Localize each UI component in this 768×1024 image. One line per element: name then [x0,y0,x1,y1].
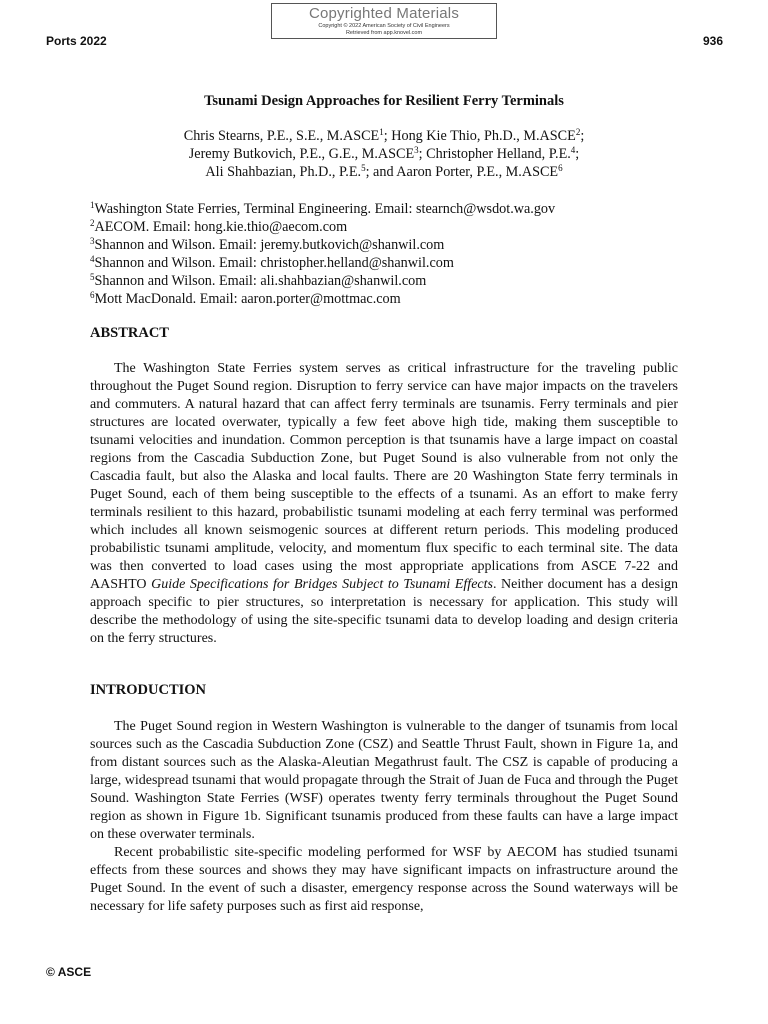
affiliation-mark: 5 [90,272,95,282]
introduction-body [90,718,678,916]
author-line-3 [0,163,768,181]
affiliation-item [90,254,555,272]
author-affil-mark: 4 [570,145,576,155]
affiliation-item [90,218,555,236]
author-affil-mark: 1 [379,127,384,137]
affiliation-item [90,290,555,308]
introduction-paragraph-1: The Puget Sound region in Western Washington is vulnerable to the danger of tsunamis from local sources such as the Cascadia Subduction Zone (CSZ) and Seattle Thrust Fault, shown in Figure 1a, and from distant sources such as the Alaska-Aleutian Megathrust fault. The CSZ is capable of producing a large, widespread tsunami that would propagate through the Strait of Juan de Fuca and through the Puget Sound. Washington State Ferries (WSF) operates twenty ferry terminals throughout the Puget Sound region as shown in Figure 1b. Significant tsunamis produced from these faults can have a large impact on these overwater terminals. [90,719,678,842]
author-separator: ; [575,146,580,162]
affiliation-mark: 6 [90,290,95,300]
page-number: 936 [702,34,723,48]
author-name: ; Hong Kie Thio, Ph.D., M.ASCE [383,128,576,144]
author-name: Jeremy Butkovich, P.E., G.E., M.ASCE [188,146,415,162]
copyright-stamp [271,3,497,39]
affiliation-text: Washington State Ferries, Terminal Engineering. Email: stearnch@wsdot.wa.gov [94,201,556,217]
affiliation-text: Shannon and Wilson. Email: christopher.helland@shanwil.com [94,255,454,271]
affiliation-list [90,200,555,308]
author-separator: ; [580,128,585,144]
affiliation-item [90,272,555,290]
author-list [0,127,768,181]
author-name: ; and Aaron Porter, P.E., M.ASCE [365,164,559,180]
affiliation-item [90,236,555,254]
abstract-text-part2: . Neither document has a design approach specific to pier structures, so interpretation is necessary for application. This study will describe the methodology of using the site-specific tsunami data to develop loading and design criteria on the ferry structures. [90,577,678,646]
running-head-conference: Ports 2022 [46,34,107,48]
abstract-body [90,360,678,648]
abstract-italic-title: Guide Specifications for Bridges Subject to Tsunami Effects [151,577,493,592]
stamp-title: Copyrighted Materials [308,5,460,22]
affiliation-mark: 2 [90,218,95,228]
stamp-copyright-line: Copyright © 2022 American Society of Civil Engineers [318,23,450,29]
affiliation-text: Shannon and Wilson. Email: ali.shahbazian@shanwil.com [94,273,427,289]
abstract-paragraph [90,360,678,648]
affiliation-mark: 4 [90,254,95,264]
affiliation-mark: 1 [90,200,95,210]
stamp-source-line: Retrieved from app.knovel.com [345,30,423,36]
affiliation-text: Mott MacDonald. Email: aaron.porter@mottmac.com [94,291,401,307]
affiliation-text: AECOM. Email: hong.kie.thio@aecom.com [94,219,348,235]
author-affil-mark: 3 [414,145,419,155]
affiliation-mark: 3 [90,236,95,246]
author-name: ; Christopher Helland, P.E. [418,146,571,162]
author-affil-mark: 6 [558,163,563,173]
author-affil-mark: 5 [361,163,366,173]
abstract-heading: ABSTRACT [90,325,169,341]
affiliation-text: Shannon and Wilson. Email: jeremy.butkovich@shanwil.com [94,237,445,253]
author-name: Chris Stearns, P.E., S.E., M.ASCE [183,128,380,144]
author-affil-mark: 2 [575,127,581,137]
abstract-text-part1: The Washington State Ferries system serves as critical infrastructure for the traveling public throughout the Puget Sound region. Disruption to ferry service can have major impacts on the travelers and commuters. A natural hazard that can affect ferry terminals are tsunamis. Ferry terminals and pier structures are located overwater, typically a few feet above high tide, making them susceptible to tsunami velocities and inundation. Common perception is that tsunamis have a large impact on coastal regions from the Cascadia Subduction Zone, but Puget Sound is also vulnerable from not only the Cascadia fault, but also the Alaska and local faults. There are 20 Washington State ferry terminals in Puget Sound, each of them being susceptible to the effects of a tsunami. As an effort to make ferry terminals resilient to this hazard, probabilistic tsunami modeling at each ferry terminal was performed which includes all known seismogenic sources at different return periods. This modeling produced probabilistic tsunami amplitude, velocity, and momentum flux specific to each terminal site. The data was then converted to load cases using the most appropriate applications from ASCE 7-22 and AASHTO [90,361,678,592]
introduction-heading: INTRODUCTION [90,682,207,698]
author-line-1 [0,127,768,145]
affiliation-item [90,200,555,218]
footer-copyright: © ASCE [46,965,92,979]
paper-title: Tsunami Design Approaches for Resilient Ferry Terminals [204,93,564,109]
author-line-2 [0,145,768,163]
introduction-paragraph-2: Recent probabilistic site-specific modeling performed for WSF by AECOM has studied tsunami effects from these sources and shows they may have significant impacts on infrastructure around the Puget Sound. In the event of such a disaster, emergency response across the Sound waterways will be necessary for life safety purposes such as first aid response, [90,845,678,914]
author-name: Ali Shahbazian, Ph.D., P.E. [205,164,362,180]
